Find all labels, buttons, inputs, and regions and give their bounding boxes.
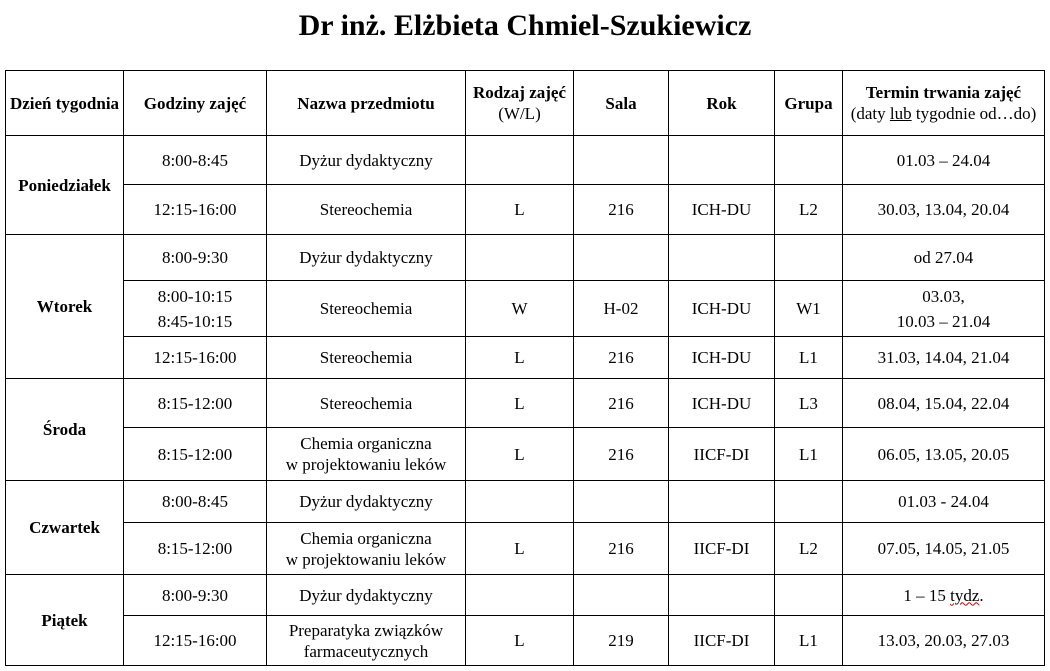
header-term-note-underline: lub [889, 104, 912, 123]
subject-line-2: farmaceutycznych [303, 641, 429, 661]
subject-cell [267, 523, 466, 575]
subject-line-2: w projektowaniu leków [285, 455, 447, 474]
day-cell: Piątek [6, 575, 124, 666]
day-cell: Wtorek [6, 235, 124, 379]
hours-cell: 12:15-16:00 [124, 185, 267, 235]
term-cell: 07.05, 14.05, 21.05 [843, 523, 1045, 575]
spellcheck-underlined-word: tydz [950, 585, 980, 605]
header-group: Grupa [775, 71, 843, 136]
schedule-table [5, 70, 1045, 666]
subject-cell: Stereochemia [267, 379, 466, 428]
header-hours: Godziny zajęć [124, 71, 267, 136]
year-cell [669, 481, 775, 523]
year-cell: IICF-DI [669, 428, 775, 481]
hours-cell: 12:15-16:00 [124, 616, 267, 666]
day-cell: Czwartek [6, 481, 124, 575]
hours-cell: 8:00-8:45 [124, 481, 267, 523]
term-cell [843, 575, 1045, 616]
room-cell [574, 481, 669, 523]
header-room: Sala [574, 71, 669, 136]
type-cell: L [466, 337, 574, 379]
table-row [6, 235, 1045, 281]
type-cell: W [466, 281, 574, 337]
year-cell: ICH-DU [669, 281, 775, 337]
header-day: Dzień tygodnia [6, 71, 124, 136]
group-cell [775, 575, 843, 616]
subject-cell: Dyżur dydaktyczny [267, 575, 466, 616]
hours-cell: 8:00-8:45 [124, 136, 267, 185]
type-cell: L [466, 379, 574, 428]
term-cell: 01.03 – 24.04 [843, 136, 1045, 185]
hours-cell: 8:00-9:30 [124, 575, 267, 616]
group-cell: L2 [775, 185, 843, 235]
room-cell [574, 136, 669, 185]
term-cell: 08.04, 15.04, 22.04 [843, 379, 1045, 428]
term-part-3: . [979, 585, 984, 605]
table-row [6, 337, 1045, 379]
group-cell: W1 [775, 281, 843, 337]
year-cell [669, 136, 775, 185]
hours-cell: 8:15-12:00 [124, 523, 267, 575]
subject-cell [267, 428, 466, 481]
room-cell [574, 235, 669, 281]
day-cell: Środa [6, 379, 124, 481]
year-cell [669, 235, 775, 281]
year-cell: IICF-DI [669, 616, 775, 666]
type-cell [466, 235, 574, 281]
year-cell: IICF-DI [669, 523, 775, 575]
term-cell [843, 281, 1045, 337]
type-cell: L [466, 616, 574, 666]
type-cell [466, 575, 574, 616]
subject-line-1: Chemia organiczna [300, 528, 432, 548]
year-cell: ICH-DU [669, 379, 775, 428]
hours-line-2: 8:45-10:15 [157, 311, 233, 331]
subject-cell: Stereochemia [267, 281, 466, 337]
header-subject: Nazwa przedmiotu [267, 71, 466, 136]
room-cell: 216 [574, 523, 669, 575]
group-cell [775, 481, 843, 523]
room-cell: 216 [574, 379, 669, 428]
year-cell: ICH-DU [669, 337, 775, 379]
term-cell: od 27.04 [843, 235, 1045, 281]
room-cell: 219 [574, 616, 669, 666]
term-line-2: 10.03 – 21.04 [896, 311, 991, 331]
group-cell: L3 [775, 379, 843, 428]
group-cell [775, 136, 843, 185]
type-cell: L [466, 428, 574, 481]
term-cell: 01.03 - 24.04 [843, 481, 1045, 523]
table-row [6, 575, 1045, 616]
subject-cell: Dyżur dydaktyczny [267, 136, 466, 185]
subject-line-1: Chemia organiczna [300, 434, 432, 453]
room-cell: 216 [574, 428, 669, 481]
table-row [6, 281, 1045, 337]
group-cell: L1 [775, 337, 843, 379]
table-row [6, 136, 1045, 185]
header-term [843, 71, 1045, 136]
day-cell: Poniedziałek [6, 136, 124, 235]
table-row [6, 523, 1045, 575]
header-row [6, 71, 1045, 136]
group-cell: L1 [775, 616, 843, 666]
subject-cell: Dyżur dydaktyczny [267, 235, 466, 281]
table-row [6, 616, 1045, 666]
term-cell: 06.05, 13.05, 20.05 [843, 428, 1045, 481]
page-title: Dr inż. Elżbieta Chmiel-Szukiewicz [298, 9, 752, 42]
term-cell: 13.03, 20.03, 27.03 [843, 616, 1045, 666]
group-cell: L2 [775, 523, 843, 575]
table-row [6, 481, 1045, 523]
term-cell: 31.03, 14.04, 21.04 [843, 337, 1045, 379]
type-cell: L [466, 523, 574, 575]
type-cell: L [466, 185, 574, 235]
hours-cell: 8:15-12:00 [124, 379, 267, 428]
hours-cell: 8:15-12:00 [124, 428, 267, 481]
room-cell [574, 575, 669, 616]
table-row [6, 428, 1045, 481]
header-term-note-1: (daty [850, 104, 890, 123]
room-cell: 216 [574, 337, 669, 379]
type-cell [466, 481, 574, 523]
subject-line-1: Preparatyka związków [288, 620, 444, 640]
subject-line-2: w projektowaniu leków [285, 549, 447, 569]
header-term-note-2: tygodnie od…do) [911, 104, 1037, 123]
header-type [466, 71, 574, 136]
term-part-1: 1 – 15 [903, 585, 951, 605]
subject-cell: Stereochemia [267, 337, 466, 379]
subject-cell: Dyżur dydaktyczny [267, 481, 466, 523]
table-row [6, 185, 1045, 235]
header-term-label: Termin trwania zajęć [865, 83, 1022, 102]
header-type-label: Rodzaj zajęć [473, 83, 566, 102]
group-cell: L1 [775, 428, 843, 481]
table-row [6, 379, 1045, 428]
room-cell: 216 [574, 185, 669, 235]
subject-cell: Stereochemia [267, 185, 466, 235]
hours-line-1: 8:00-10:15 [157, 286, 233, 306]
room-cell: H-02 [574, 281, 669, 337]
subject-cell [267, 616, 466, 666]
year-cell: ICH-DU [669, 185, 775, 235]
header-year: Rok [669, 71, 775, 136]
hours-cell: 12:15-16:00 [124, 337, 267, 379]
type-cell [466, 136, 574, 185]
hours-cell: 8:00-9:30 [124, 235, 267, 281]
year-cell [669, 575, 775, 616]
hours-cell [124, 281, 267, 337]
group-cell [775, 235, 843, 281]
header-type-note: (W/L) [498, 104, 541, 123]
term-line-1: 03.03, [922, 286, 965, 306]
term-cell: 30.03, 13.04, 20.04 [843, 185, 1045, 235]
